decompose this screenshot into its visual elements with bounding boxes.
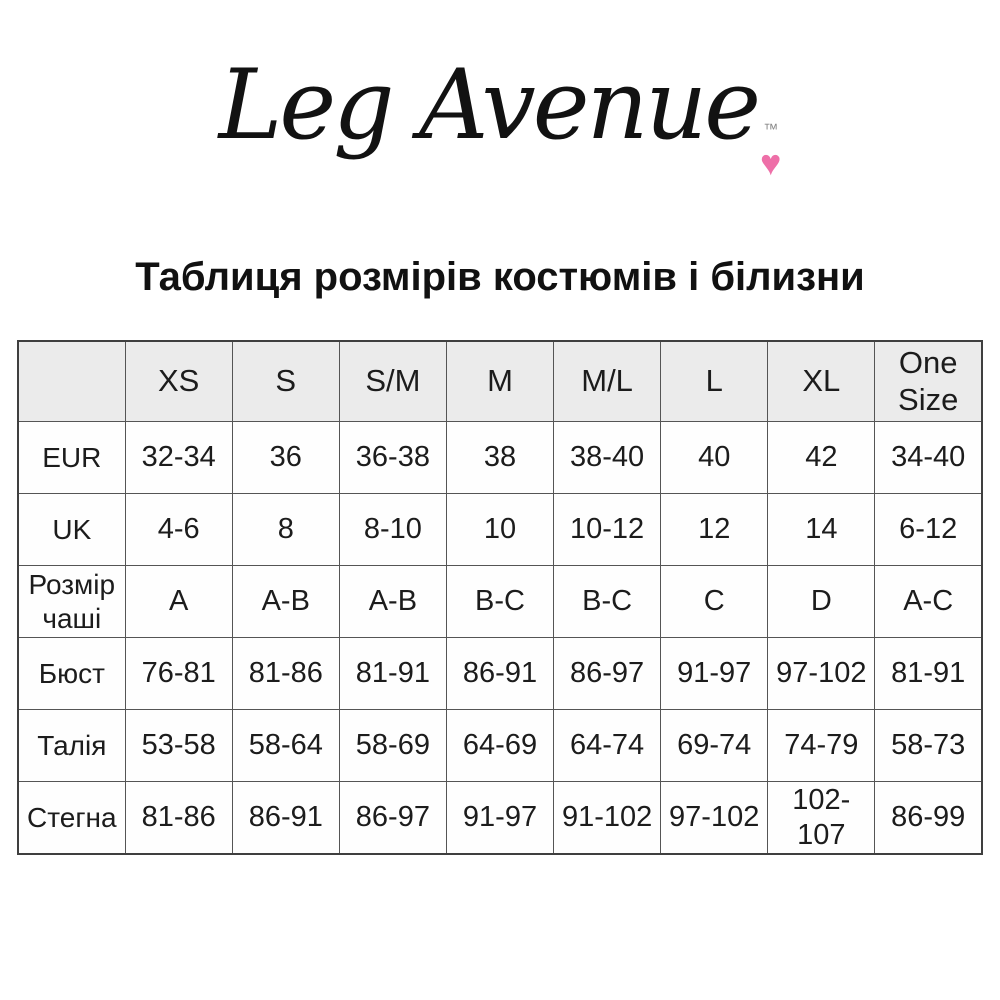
table-cell: A-B: [339, 566, 446, 638]
table-cell: 69-74: [661, 710, 768, 782]
table-cell: 36-38: [339, 422, 446, 494]
table-cell: 38: [446, 422, 553, 494]
heart-icon: ♥: [760, 142, 782, 183]
page-title: Таблиця розмірів костюмів і білизни: [135, 255, 865, 299]
table-cell: 34-40: [875, 422, 982, 494]
table-cell: 97-102: [768, 638, 875, 710]
table-cell: 8: [232, 494, 339, 566]
table-cell: 91-97: [661, 638, 768, 710]
table-cell: 53-58: [125, 710, 232, 782]
header-row: [18, 341, 982, 422]
header-cell: XS: [125, 341, 232, 422]
row-label: EUR: [18, 422, 125, 494]
table-cell: 10: [446, 494, 553, 566]
table-cell: 12: [661, 494, 768, 566]
table-row: [18, 494, 982, 566]
header-cell: L: [661, 341, 768, 422]
table-cell: 38-40: [554, 422, 661, 494]
brand-logo: [0, 0, 1000, 213]
table-cell: 86-91: [232, 782, 339, 855]
size-table: [17, 340, 983, 855]
table-cell: 42: [768, 422, 875, 494]
table-cell: A: [125, 566, 232, 638]
table-cell: A-C: [875, 566, 982, 638]
table-cell: 81-86: [232, 638, 339, 710]
table-cell: 58-64: [232, 710, 339, 782]
table-cell: B-C: [554, 566, 661, 638]
header-cell: M: [446, 341, 553, 422]
header-cell: M/L: [554, 341, 661, 422]
table-cell: 4-6: [125, 494, 232, 566]
row-label: Стегна: [18, 782, 125, 855]
table-cell: 81-86: [125, 782, 232, 855]
table-row: [18, 638, 982, 710]
corner-cell: [18, 341, 125, 422]
header-cell: One Size: [875, 341, 982, 422]
table-cell: 81-91: [875, 638, 982, 710]
table-head: [18, 341, 982, 422]
row-label: UK: [18, 494, 125, 566]
table-cell: 64-69: [446, 710, 553, 782]
table-cell: 86-91: [446, 638, 553, 710]
table-cell: 86-97: [554, 638, 661, 710]
table-cell: 97-102: [661, 782, 768, 855]
header-cell: S: [232, 341, 339, 422]
logo-mark: [760, 122, 781, 181]
table-cell: 91-97: [446, 782, 553, 855]
table-row: [18, 566, 982, 638]
table-cell: 64-74: [554, 710, 661, 782]
table-row: [18, 710, 982, 782]
brand-logo-text: Leg Avenue: [218, 49, 759, 161]
table-cell: B-C: [446, 566, 553, 638]
table-cell: A-B: [232, 566, 339, 638]
table-cell: 81-91: [339, 638, 446, 710]
table-cell: 8-10: [339, 494, 446, 566]
table-cell: D: [768, 566, 875, 638]
table-cell: 58-73: [875, 710, 982, 782]
table-cell: 14: [768, 494, 875, 566]
table-cell: 91-102: [554, 782, 661, 855]
table-cell: 10-12: [554, 494, 661, 566]
table-body: [18, 422, 982, 855]
table-cell: 86-99: [875, 782, 982, 855]
header-cell: XL: [768, 341, 875, 422]
table-cell: 102-107: [768, 782, 875, 855]
table-cell: 76-81: [125, 638, 232, 710]
table-cell: 40: [661, 422, 768, 494]
table-cell: C: [661, 566, 768, 638]
table-cell: 6-12: [875, 494, 982, 566]
row-label: Розмір чаші: [18, 566, 125, 638]
header-cell: S/M: [339, 341, 446, 422]
table-cell: 36: [232, 422, 339, 494]
table-cell: 74-79: [768, 710, 875, 782]
row-label: Бюст: [18, 638, 125, 710]
table-row: [18, 422, 982, 494]
trademark-symbol: ™: [763, 121, 779, 138]
table-row: [18, 782, 982, 855]
row-label: Талія: [18, 710, 125, 782]
table-cell: 86-97: [339, 782, 446, 855]
table-cell: 58-69: [339, 710, 446, 782]
table-cell: 32-34: [125, 422, 232, 494]
